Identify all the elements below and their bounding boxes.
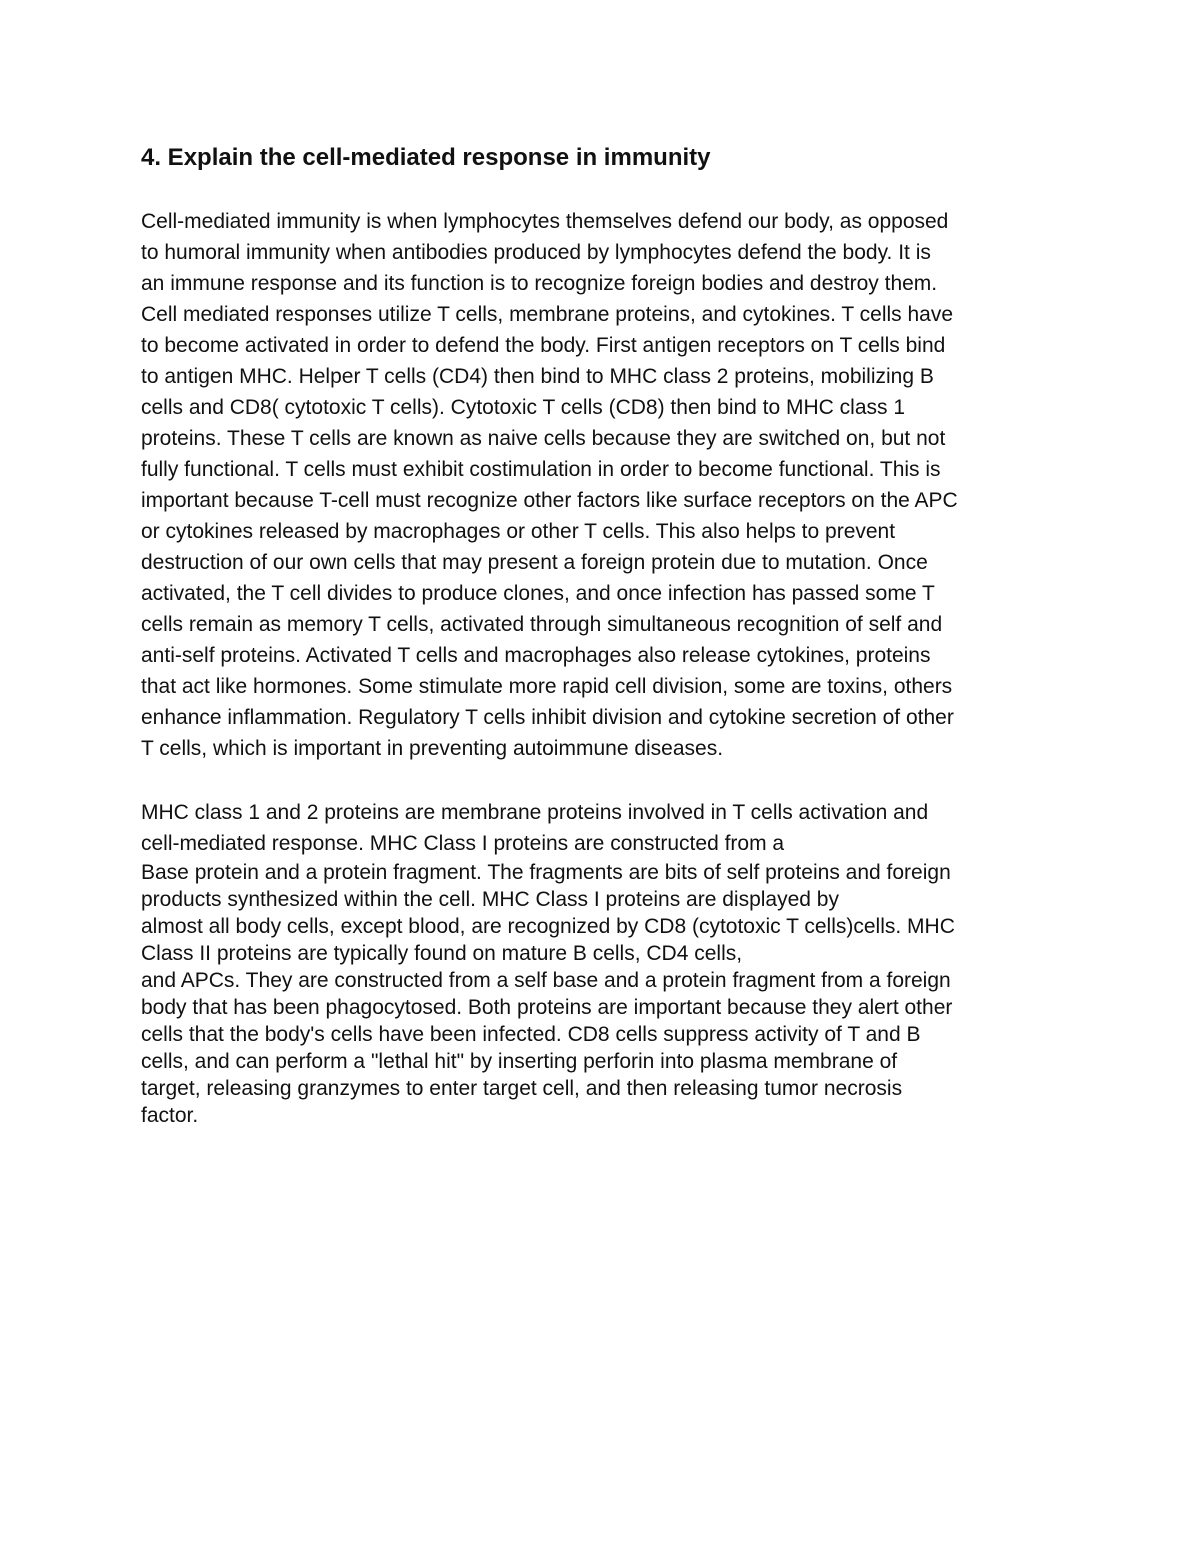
text-line: enhance inflammation. Regulatory T cells inhibit division and cytokine secretion of other	[141, 706, 954, 729]
text-line: to humoral immunity when antibodies produced by lymphocytes defend the body. It is	[141, 241, 931, 264]
text-line: T cells, which is important in preventing autoimmune diseases.	[141, 737, 724, 760]
paragraph-cell-mediated-immunity	[141, 206, 958, 764]
text-line: that act like hormones. Some stimulate more rapid cell division, some are toxins, others	[141, 675, 953, 698]
text-line: products synthesized within the cell. MHC Class I proteins are displayed by	[141, 888, 839, 911]
text-line: cells remain as memory T cells, activated through simultaneous recognition of self and	[141, 613, 943, 636]
text-line: proteins. These T cells are known as naive cells because they are switched on, but not	[141, 427, 946, 450]
text-line: Cell-mediated immunity is when lymphocytes themselves defend our body, as opposed	[141, 210, 949, 233]
text-line: to antigen MHC. Helper T cells (CD4) then bind to MHC class 2 proteins, mobilizing B	[141, 365, 934, 388]
text-line: anti-self proteins. Activated T cells and macrophages also release cytokines, proteins	[141, 644, 931, 667]
text-line: Cell mediated responses utilize T cells, membrane proteins, and cytokines. T cells have	[141, 303, 954, 326]
text-line: factor.	[141, 1104, 199, 1127]
page-title: 4. Explain the cell-mediated response in immunity	[141, 144, 711, 171]
text-line: Base protein and a protein fragment. The fragments are bits of self proteins and foreign	[141, 861, 951, 884]
text-line: or cytokines released by macrophages or other T cells. This also helps to prevent	[141, 520, 896, 543]
paragraph-mhc-proteins	[141, 797, 955, 1129]
text-line: cells, and can perform a "lethal hit" by inserting perforin into plasma membrane of	[141, 1050, 898, 1073]
paragraph-mhc-details	[141, 859, 955, 1129]
text-line: Class II proteins are typically found on mature B cells, CD4 cells,	[141, 942, 743, 965]
text-line: activated, the T cell divides to produce clones, and once infection has passed some T	[141, 582, 935, 605]
text-line: body that has been phagocytosed. Both proteins are important because they alert other	[141, 996, 953, 1019]
text-line: MHC class 1 and 2 proteins are membrane proteins involved in T cells activation and	[141, 801, 929, 824]
text-line: and APCs. They are constructed from a self base and a protein fragment from a foreign	[141, 969, 951, 992]
text-line: destruction of our own cells that may present a foreign protein due to mutation. Once	[141, 551, 928, 574]
text-line: an immune response and its function is to recognize foreign bodies and destroy them.	[141, 272, 938, 295]
text-line: cells that the body's cells have been infected. CD8 cells suppress activity of T and B	[141, 1023, 921, 1046]
text-line: important because T-cell must recognize other factors like surface receptors on the APC	[141, 489, 958, 512]
text-line: almost all body cells, except blood, are recognized by CD8 (cytotoxic T cells)cells. MHC	[141, 915, 955, 938]
text-line: cells and CD8( cytotoxic T cells). Cytotoxic T cells (CD8) then bind to MHC class 1	[141, 396, 906, 419]
paragraph-mhc-intro	[141, 797, 955, 859]
text-line: target, releasing granzymes to enter target cell, and then releasing tumor necrosis	[141, 1077, 903, 1100]
text-line: fully functional. T cells must exhibit costimulation in order to become functional. This is	[141, 458, 941, 481]
text-line: cell-mediated response. MHC Class I proteins are constructed from a	[141, 832, 785, 855]
text-line: to become activated in order to defend the body. First antigen receptors on T cells bind	[141, 334, 946, 357]
